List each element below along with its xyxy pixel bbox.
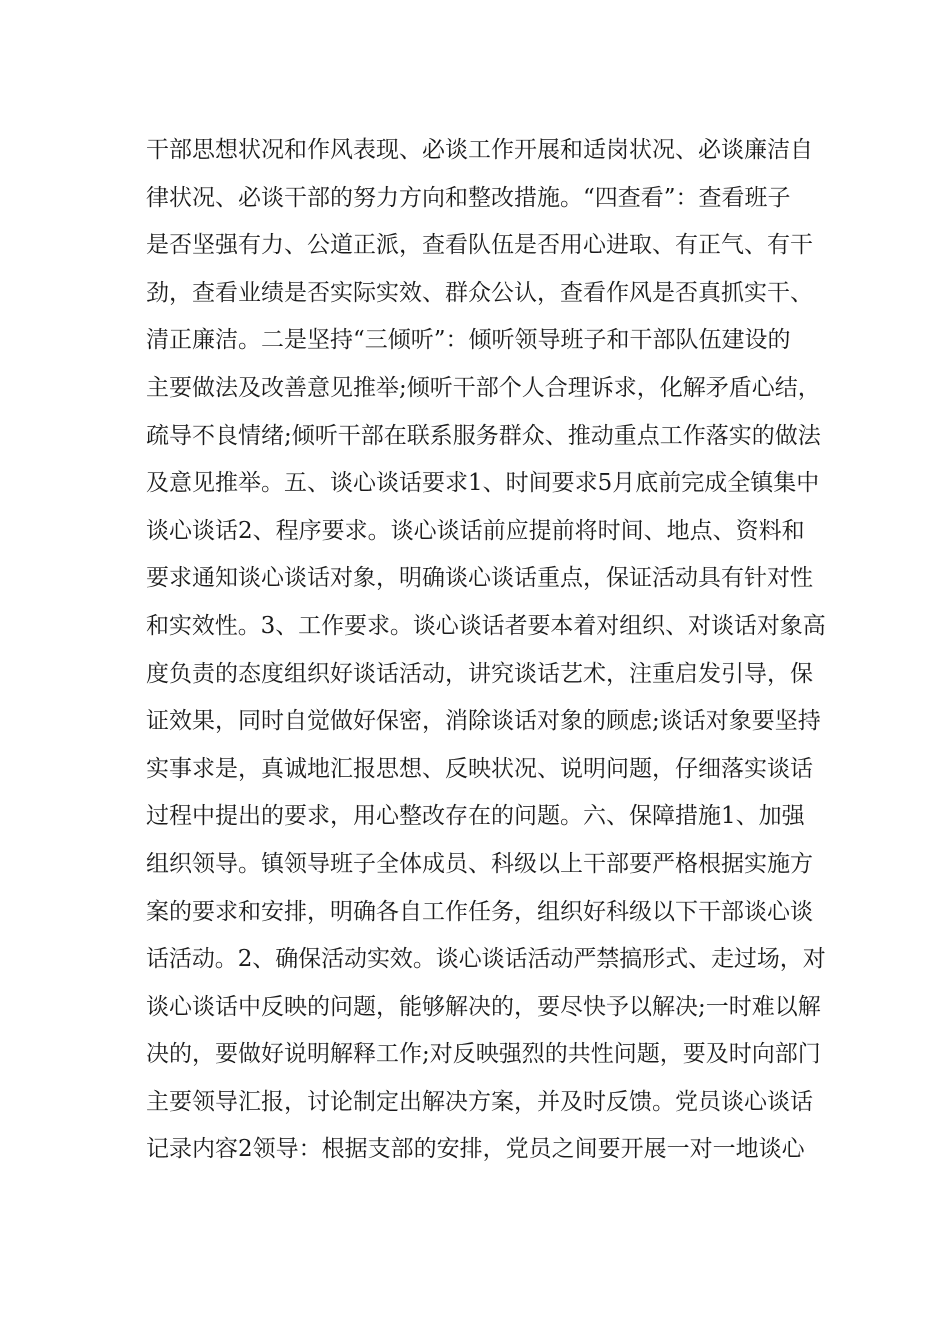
text-line: 主要做法及改善意见推举;倾听干部个人合理诉求，化解矛盾心结，: [146, 374, 821, 401]
text-line: 话活动。2、确保活动实效。谈心谈话活动严禁搞形式、走过场，对: [146, 946, 826, 973]
text-line: 度负责的态度组织好谈话活动，讲究谈话艺术，注重启发引导，保: [146, 660, 813, 687]
text-line: 疏导不良情绪;倾听干部在联系服务群众、推动重点工作落实的做法: [146, 422, 821, 449]
text-line: 证效果，同时自觉做好保密，消除谈话对象的顾虑;谈话对象要坚持: [146, 708, 821, 735]
text-line: 谈心谈话中反映的问题，能够解决的，要尽快予以解决;一时难以解: [146, 993, 821, 1020]
text-line: 是否坚强有力、公道正派，查看队伍是否用心进取、有正气、有干: [146, 232, 813, 259]
text-line: 干部思想状况和作风表现、必谈工作开展和适岗状况、必谈廉洁自: [146, 137, 813, 163]
text-line: 过程中提出的要求，用心整改存在的问题。六、保障措施1、加强: [146, 803, 805, 830]
text-line: 实事求是，真诚地汇报思想、反映状况、说明问题，仔细落实谈话: [146, 755, 813, 782]
text-line: 组织领导。镇领导班子全体成员、科级以上干部要严格根据实施方: [146, 850, 813, 877]
text-line: 记录内容2领导：根据支部的安排，党员之间要开展一对一地谈心: [146, 1136, 805, 1163]
text-line: 及意见推举。五、谈心谈话要求1、时间要求5月底前完成全镇集中: [146, 470, 820, 497]
text-line: 要求通知谈心谈话对象，明确谈心谈话重点，保证活动具有针对性: [146, 565, 813, 592]
text-line: 案的要求和安排，明确各自工作任务，组织好科级以下干部谈心谈: [146, 898, 813, 925]
text-line: 劲，查看业绩是否实际实效、群众公认，查看作风是否真抓实干、: [146, 279, 813, 306]
text-line: 律状况、必谈干部的努力方向和整改措施。“四查看”：查看班子: [146, 184, 791, 211]
text-line: 清正廉洁。二是坚持“三倾听”：倾听领导班子和干部队伍建设的: [146, 327, 791, 354]
text-line: 决的，要做好说明解释工作;对反映强烈的共性问题，要及时向部门: [146, 1041, 821, 1068]
text-line: 和实效性。3、工作要求。谈心谈话者要本着对组织、对谈话对象高: [146, 612, 826, 639]
body-text: [146, 127, 826, 1174]
text-line: 主要领导汇报，讨论制定出解决方案，并及时反馈。党员谈心谈话: [146, 1088, 813, 1115]
text-line: 谈心谈话2、程序要求。谈心谈话前应提前将时间、地点、资料和: [146, 517, 805, 544]
